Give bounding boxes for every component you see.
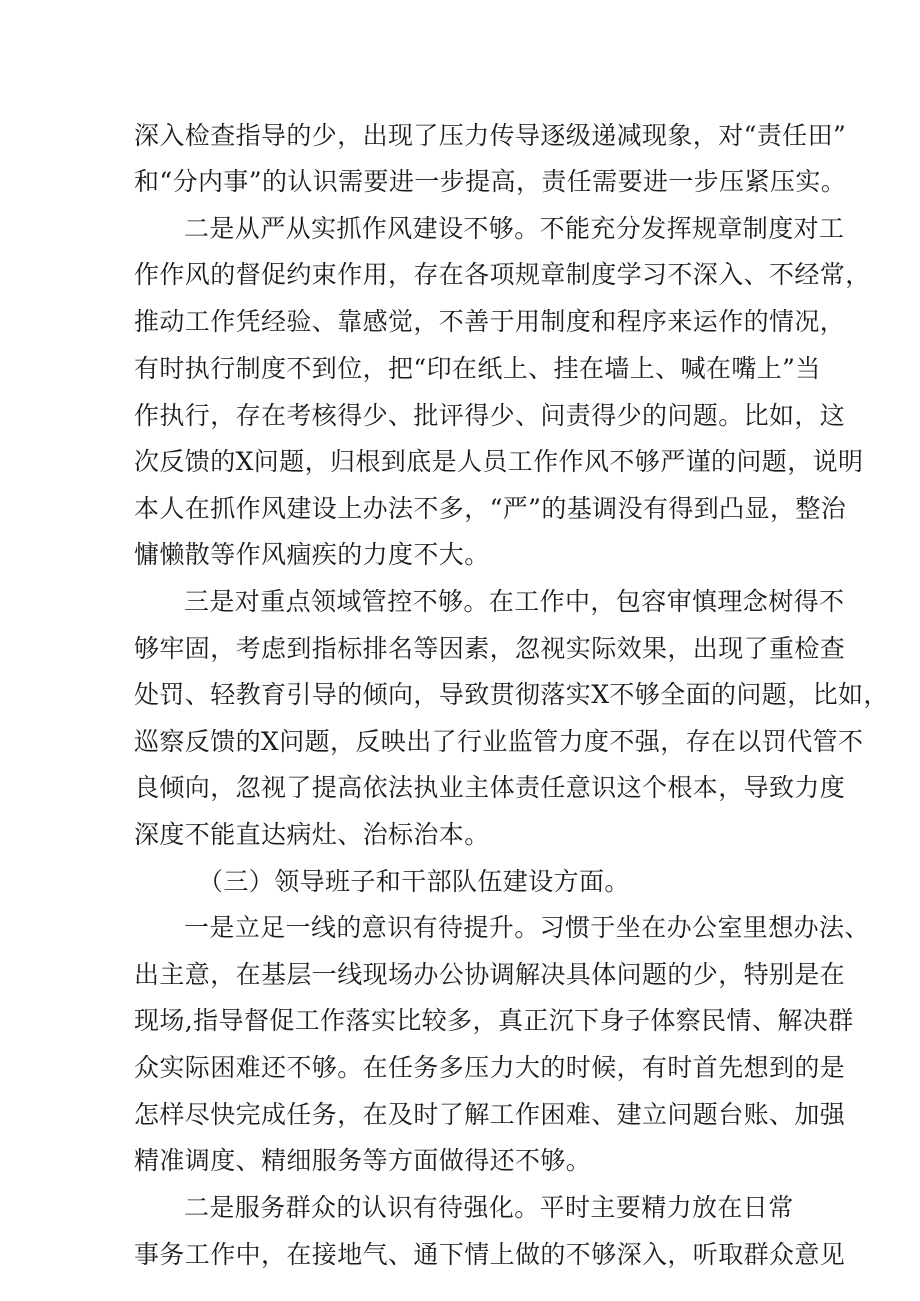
text-line-13: 处罚、轻教育引导的倾向，导致贯彻落实X不够全面的问题，比如， <box>134 680 889 709</box>
text-line-2: 和“分内事”的认识需要进一步提高，责任需要进一步压紧压实。 <box>134 167 847 196</box>
text-line-22: 怎样尽快完成任务，在及时了解工作困难、建立问题台账、加强 <box>134 1100 846 1129</box>
text-line-4: 作作风的督促约束作用，存在各项规章制度学习不深入、不经常， <box>134 260 871 289</box>
text-line-25: 事务工作中，在接地气、通下情上做的不够深入，听取群众意见 <box>134 1240 846 1269</box>
text-line-7: 作执行，存在考核得少、批评得少、问责得少的问题。比如，这 <box>134 401 846 430</box>
text-line-12: 够牢固，考虑到指标排名等因素，忽视实际效果，出现了重检查 <box>134 634 846 663</box>
text-line-11: 三是对重点领域管控不够。在工作中，包容审慎理念树得不 <box>184 587 845 616</box>
text-line-5: 推动工作凭经验、靠感觉，不善于用制度和程序来运作的情况， <box>134 307 846 336</box>
text-line-3: 二是从严从实抓作风建设不够。不能充分发挥规章制度对工 <box>184 214 845 243</box>
text-line-18: 一是立足一线的意识有待提升。习惯于坐在办公室里想办法、 <box>184 913 870 942</box>
text-line-10: 慵懒散等作风痼疾的力度不大。 <box>134 540 490 569</box>
text-line-16: 深度不能直达病灶、治标治本。 <box>134 820 490 849</box>
text-line-24: 二是服务群众的认识有待强化。平时主要精力放在日常 <box>184 1193 794 1222</box>
text-line-21: 众实际困难还不够。在任务多压力大的时候，有时首先想到的是 <box>134 1053 846 1082</box>
text-line-20: 现场,指导督促工作落实比较多，真正沉下身子体察民情、解决群 <box>134 1006 854 1035</box>
text-line-9: 本人在抓作风建设上办法不多，“严”的基调没有得到凸显，整治 <box>134 494 847 523</box>
text-line-15: 良倾向，忽视了提高依法执业主体责任意识这个根本，导致力度 <box>134 773 846 802</box>
text-line-14: 巡察反馈的X问题，反映出了行业监管力度不强，存在以罚代管不 <box>134 727 864 756</box>
section-heading: （三）领导班子和干部队伍建设方面。 <box>198 867 630 896</box>
text-line-8: 次反馈的X问题，归根到底是人员工作作风不够严谨的问题，说明 <box>134 447 864 476</box>
text-line-19: 出主意，在基层一线现场办公协调解决具体问题的少，特别是在 <box>134 960 846 989</box>
text-line-23: 精准调度、精细服务等方面做得还不够。 <box>134 1146 592 1175</box>
text-line-1: 深入检查指导的少，出现了压力传导逐级递减现象，对“责任田” <box>134 121 847 150</box>
text-line-6: 有时执行制度不到位，把“印在纸上、挂在墙上、喊在嘴上”当 <box>134 354 821 383</box>
